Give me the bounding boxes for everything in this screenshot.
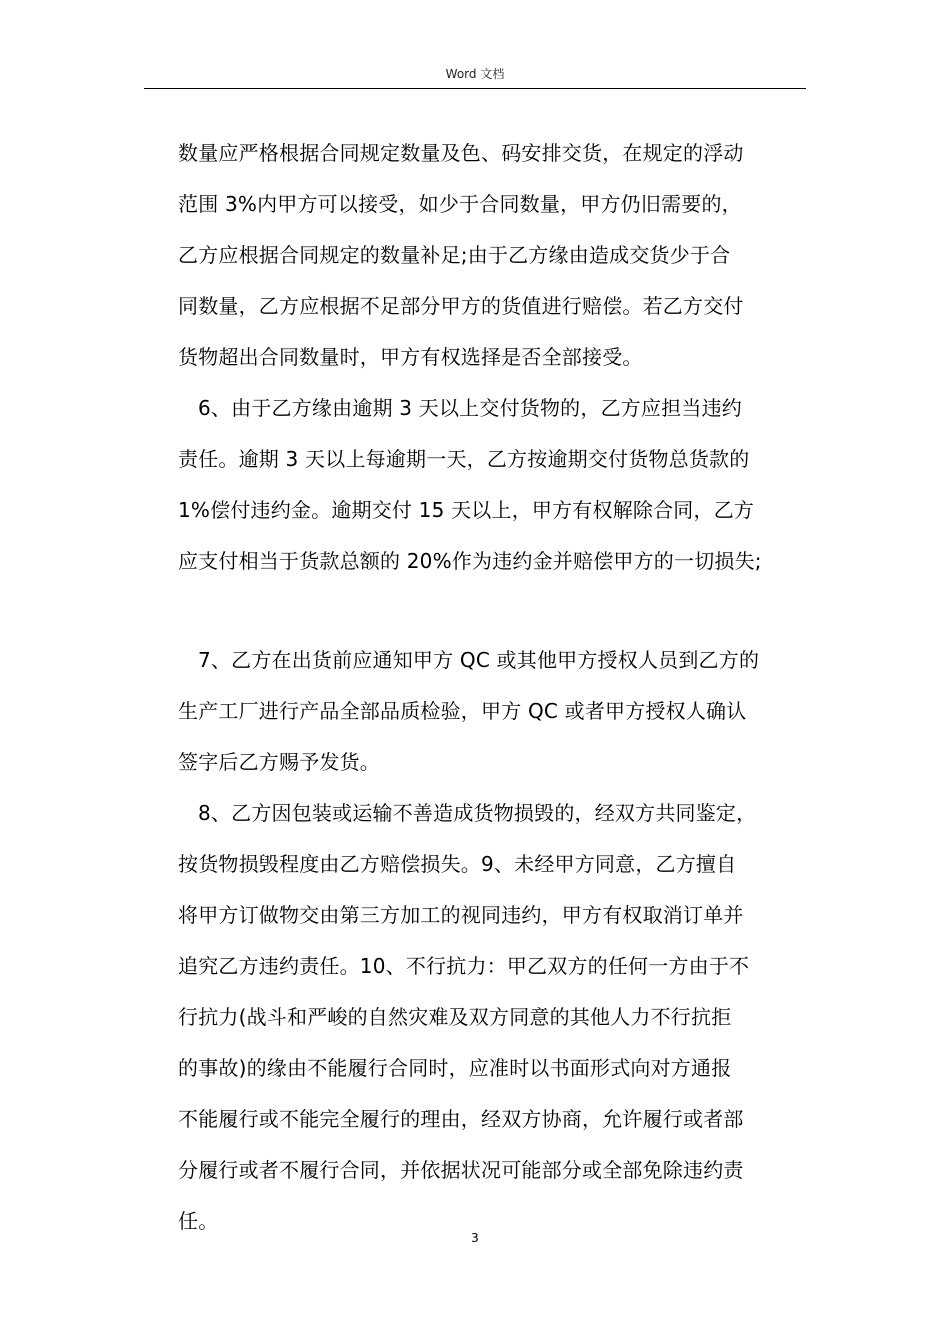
text-line: 追究乙方违约责任。10、不行抗力：甲乙双方的任何一方由于不 bbox=[178, 954, 750, 978]
text-line: 签字后乙方赐予发货。 bbox=[178, 750, 380, 774]
text-line: 将甲方订做物交由第三方加工的视同违约，甲方有权取消订单并 bbox=[178, 903, 744, 927]
blank-line bbox=[178, 587, 818, 635]
text-line: 分履行或者不履行合同，并依据状况可能部分或全部免除违约责 bbox=[178, 1158, 744, 1182]
text-line: 的事故)的缘由不能履行合同时，应准时以书面形式向对方通报 bbox=[178, 1056, 732, 1080]
paragraph-8-start: 8、乙方因包装或运输不善造成货物损毁的，经双方共同鉴定， bbox=[198, 801, 757, 825]
page-header-title: Word 文档 bbox=[445, 67, 505, 81]
text-line: 货物超出合同数量时，甲方有权选择是否全部接受。 bbox=[178, 345, 643, 369]
text-line: 行抗力(战斗和严峻的自然灾难及双方同意的其他人力不行抗拒 bbox=[178, 1005, 732, 1029]
header-divider bbox=[144, 88, 806, 89]
text-line: 应支付相当于货款总额的 20%作为违约金并赔偿甲方的一切损失; bbox=[178, 549, 762, 573]
text-line: 任。 bbox=[178, 1209, 219, 1233]
text-line: 范围 3%内甲方可以接受，如少于合同数量，甲方仍旧需要的， bbox=[178, 192, 742, 216]
text-line: 同数量，乙方应根据不足部分甲方的货值进行赔偿。若乙方交付 bbox=[178, 294, 744, 318]
text-line: 按货物损毁程度由乙方赔偿损失。9、未经甲方同意，乙方擅自 bbox=[178, 852, 737, 876]
text-line: 生产工厂进行产品全部品质检验，甲方 QC 或者甲方授权人确认 bbox=[178, 699, 747, 723]
text-line: 不能履行或不能完全履行的理由，经双方协商，允许履行或者部 bbox=[178, 1107, 744, 1131]
text-line: 1%偿付违约金。逾期交付 15 天以上，甲方有权解除合同，乙方 bbox=[178, 498, 755, 522]
paragraph-6-start: 6、由于乙方缘由逾期 3 天以上交付货物的，乙方应担当违约 bbox=[198, 396, 742, 420]
text-line: 乙方应根据合同规定的数量补足;由于乙方缘由造成交货少于合 bbox=[178, 243, 731, 267]
text-line: 责任。逾期 3 天以上每逾期一天，乙方按逾期交付货物总货款的 bbox=[178, 447, 750, 471]
document-body bbox=[178, 128, 818, 1247]
page-number: 3 bbox=[471, 1231, 479, 1245]
text-line: 数量应严格根据合同规定数量及色、码安排交货，在规定的浮动 bbox=[178, 141, 744, 165]
paragraph-7-start: 7、乙方在出货前应通知甲方 QC 或其他甲方授权人员到乙方的 bbox=[198, 648, 760, 672]
